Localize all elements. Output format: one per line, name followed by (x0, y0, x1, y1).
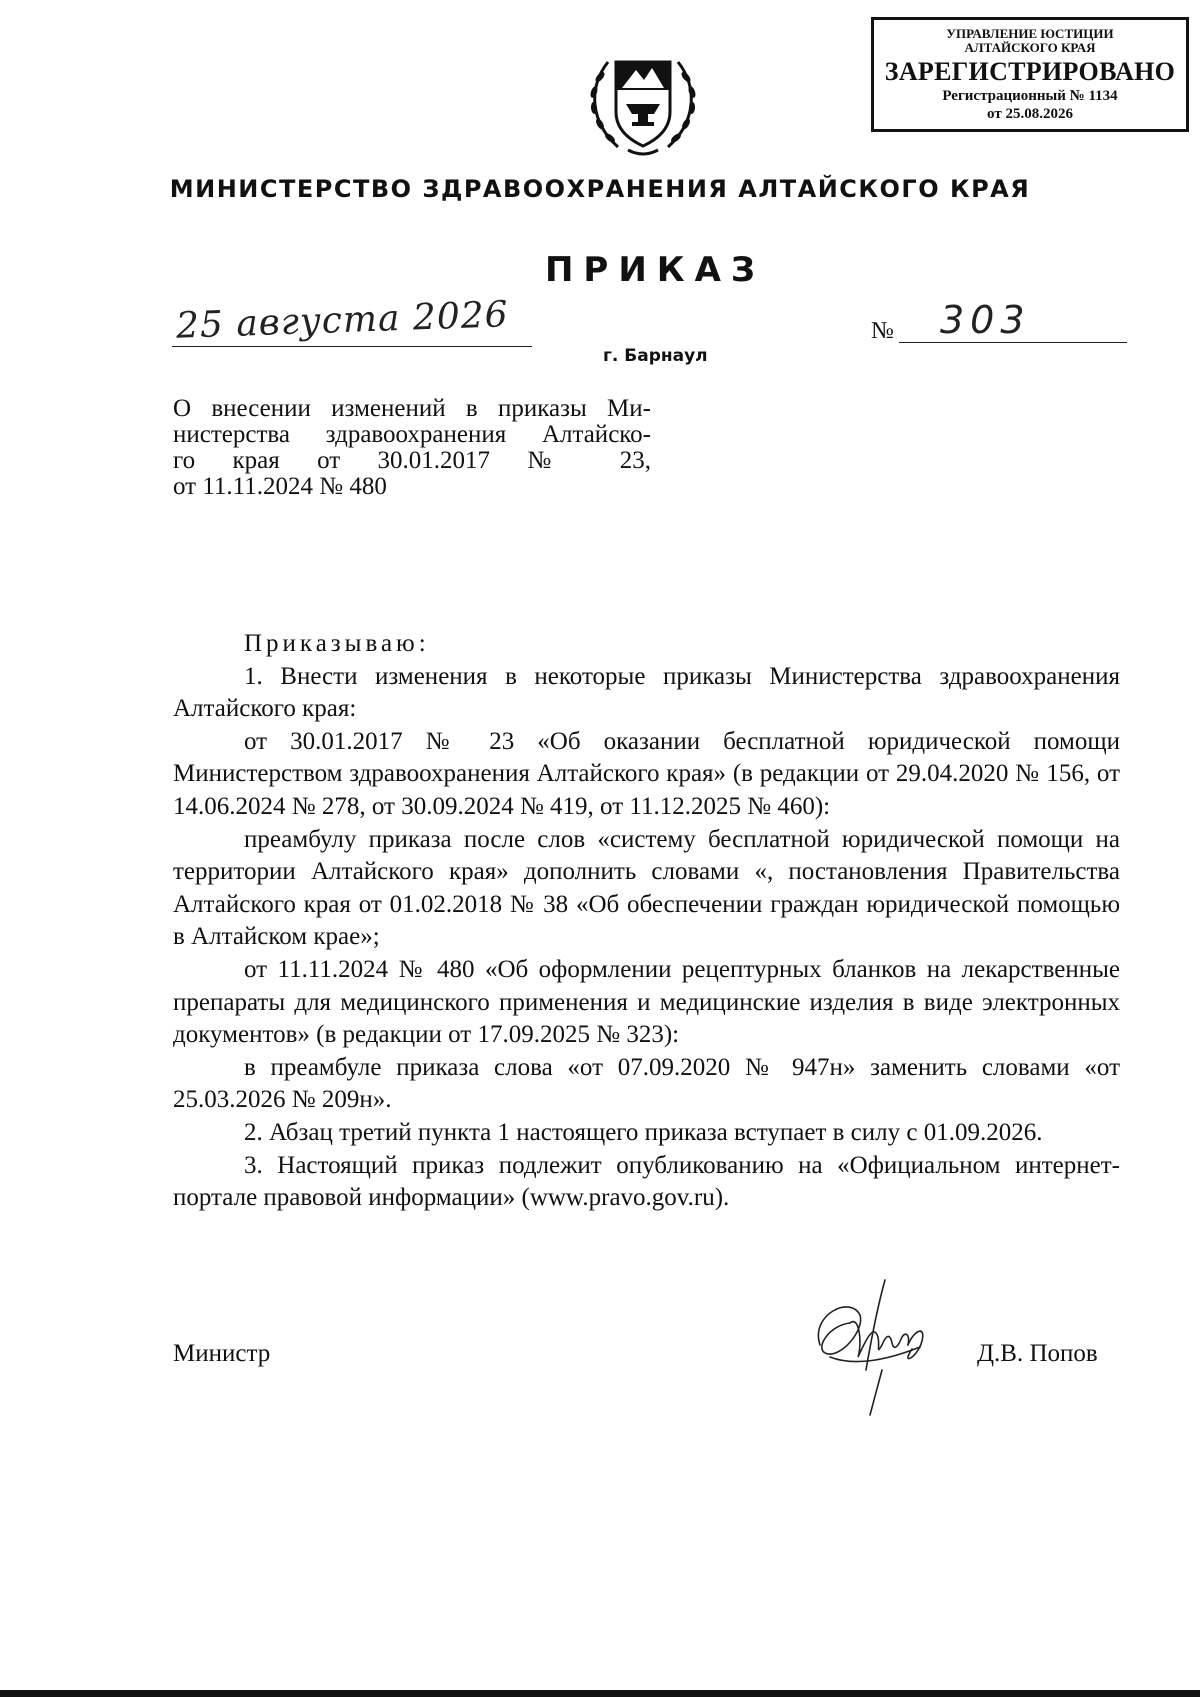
stamp-reg-number: Регистрационный № 1134 (942, 88, 1118, 104)
body-paragraph: от 11.11.2024 № 480 «Об оформлении рецептурных бланков на лекарственные препараты для медицинского применения и медицинские изделия в виде электронных документов» (в редакции от 17.09.2025 № 323): (173, 955, 1120, 1049)
handwritten-number: 303 (940, 298, 1031, 342)
signatory-name: Д.В. Попов (977, 1340, 1098, 1367)
subject-line: го края от 30.01.2017 № 23, (173, 447, 651, 474)
order-body (173, 628, 1120, 1215)
order-command: Приказываю: (244, 630, 430, 657)
number-sign: № (871, 318, 894, 344)
body-paragraph: 2. Абзац третий пункта 1 настоящего приказа вступает в силу с 01.09.2026. (244, 1118, 1043, 1146)
document-type-title: ПРИКАЗ (544, 250, 766, 290)
body-paragraph: от 30.01.2017 № 23 «Об оказании бесплатной юридической помощи Министерством здравоохранения Алтайского края» (в редакции от 29.04.2020 № 156, от 14.06.2024 № 278, от 30.09.2024 № 419, от 11.12.2025 № 460): (173, 727, 1120, 820)
stamp-region: АЛТАЙСКОГО КРАЯ (964, 40, 1096, 55)
registration-stamp (871, 17, 1189, 132)
body-paragraph: 3. Настоящий приказ подлежит опубликованию на «Официальном интернет-портале правовой информации» (www.pravo.gov.ru). (173, 1151, 1120, 1212)
body-paragraph: 1. Внести изменения в некоторые приказы Министерства здравоохранения Алтайского края: (173, 662, 1120, 723)
order-subject (173, 396, 651, 500)
ministry-name: МИНИСТЕРСТВО ЗДРАВООХРАНЕНИЯ АЛТАЙСКОГО КРАЯ (169, 175, 1031, 203)
subject-line: нистерства здравоохранения Алтайско- (173, 421, 651, 448)
coat-of-arms-icon (578, 42, 708, 162)
subject-line: от 11.11.2024 № 480 (173, 473, 387, 500)
stamp-status: ЗАРЕГИСТРИРОВАНО (884, 57, 1176, 86)
page-bottom-edge (0, 1690, 1200, 1697)
handwritten-date: 25 августа 2026 (175, 294, 510, 347)
handwritten-signature (790, 1275, 970, 1425)
subject-line: О внесении изменений в приказы Ми- (173, 395, 651, 422)
body-paragraph: в преамбуле приказа слова «от 07.09.2020 № 947н» заменить словами «от 25.03.2026 № 209н». (173, 1053, 1120, 1114)
signatory-title: Министр (173, 1340, 271, 1367)
body-paragraph: преамбулу приказа после слов «систему бесплатной юридической помощи на территории Алтайского края» дополнить словами «, постановления Правительства Алтайского края от 01.02.2018 № 38 «Об обеспечении граждан юридической помощью в Алтайском крае»; (173, 825, 1120, 951)
date-underline (172, 346, 532, 347)
stamp-authority: УПРАВЛЕНИЕ ЮСТИЦИИ (946, 26, 1114, 41)
stamp-reg-date: от 25.08.2026 (987, 106, 1073, 122)
city-label: г. Барнаул (603, 346, 708, 366)
number-underline (899, 342, 1127, 343)
